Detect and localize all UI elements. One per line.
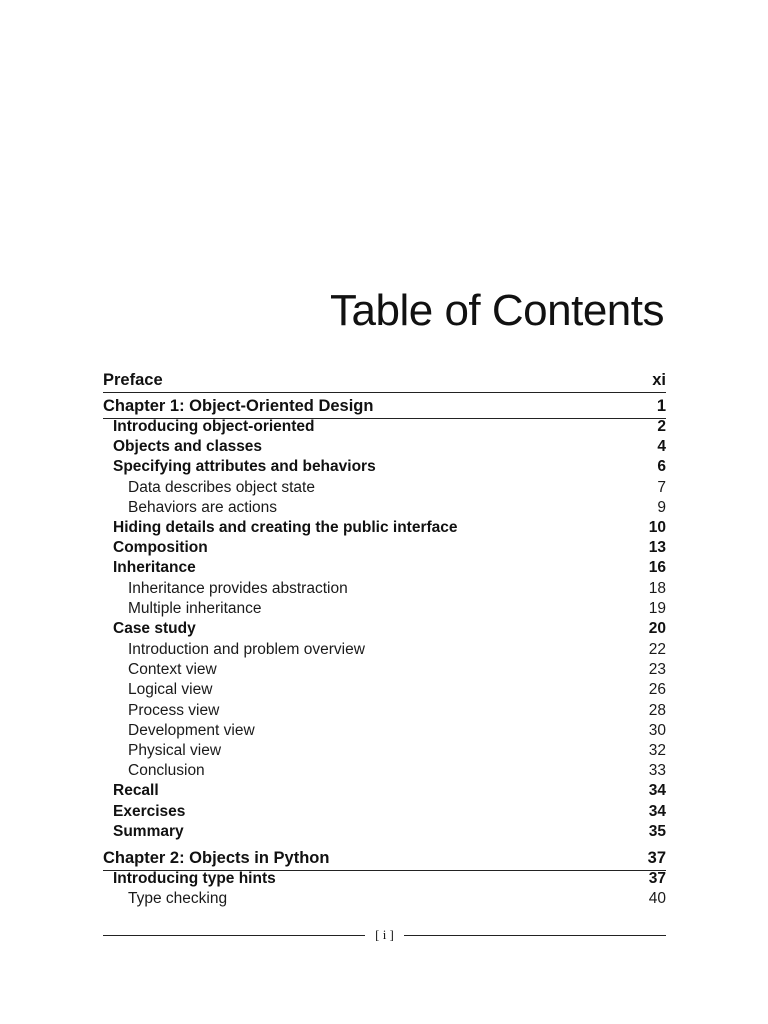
toc-entry-page: 37: [647, 849, 666, 867]
toc-entry-page: 33: [648, 762, 666, 779]
toc-entry-page: 9: [657, 499, 666, 516]
toc-entry-page: 23: [648, 661, 666, 678]
toc-entry-label: Conclusion: [128, 762, 205, 779]
footer-rule-right: [404, 935, 666, 936]
toc-entry-label: Multiple inheritance: [128, 600, 262, 617]
toc-section-entry[interactable]: [103, 822, 666, 842]
toc-entry-label: Context view: [128, 661, 217, 678]
toc-entry-label: Introducing type hints: [113, 870, 276, 887]
footer-page-number: [ i ]: [375, 927, 394, 942]
toc-section-entry[interactable]: [103, 558, 666, 578]
toc-entry-label: Chapter 2: Objects in Python: [103, 849, 330, 867]
toc-entry-page: 30: [648, 722, 666, 739]
toc-entry-page: 40: [648, 890, 666, 907]
toc-entry-page: 20: [648, 620, 666, 637]
toc-entry-label: Inheritance provides abstraction: [128, 580, 348, 597]
toc-entry-label: Inheritance: [113, 559, 196, 576]
toc-entry-page: 32: [648, 742, 666, 759]
toc-entry-label: Development view: [128, 722, 255, 739]
toc-chapter-entry[interactable]: [103, 846, 666, 871]
toc-subsection-entry[interactable]: [103, 640, 666, 660]
toc-entry-label: Recall: [113, 782, 159, 799]
toc-section-entry[interactable]: [103, 869, 666, 889]
toc-subsection-entry[interactable]: [103, 478, 666, 498]
toc-subsection-entry[interactable]: [103, 889, 666, 909]
toc-entry-label: Introduction and problem overview: [128, 641, 365, 658]
toc-subsection-entry[interactable]: [103, 741, 666, 761]
toc-subsection-entry[interactable]: [103, 579, 666, 599]
toc-entry-page: 10: [648, 519, 666, 536]
toc-subsection-entry[interactable]: [103, 701, 666, 721]
toc-entry-page: 19: [648, 600, 666, 617]
toc-entry-page: 34: [648, 803, 666, 820]
toc-section-entry[interactable]: [103, 802, 666, 822]
toc-section-entry[interactable]: [103, 518, 666, 538]
toc-entry-label: Exercises: [113, 803, 186, 820]
toc-entry-page: 34: [648, 782, 666, 799]
footer-rule-left: [103, 935, 365, 936]
toc-entry-label: Introducing object-oriented: [113, 418, 315, 435]
toc-subsection-entry[interactable]: [103, 498, 666, 518]
toc-section-entry[interactable]: [103, 538, 666, 558]
toc-entry-label: Summary: [113, 823, 184, 840]
toc-entry-label: Data describes object state: [128, 479, 315, 496]
toc-section-entry[interactable]: [103, 619, 666, 639]
toc-entry-page: 22: [648, 641, 666, 658]
toc-entry-label: Process view: [128, 702, 220, 719]
toc-entry-label: Physical view: [128, 742, 222, 759]
toc-chapter-entry[interactable]: [103, 368, 666, 393]
toc-subsection-entry[interactable]: [103, 721, 666, 741]
toc-subsection-entry[interactable]: [103, 599, 666, 619]
toc-entry-page: 2: [657, 418, 666, 435]
toc-section-entry[interactable]: [103, 437, 666, 457]
toc-entry-label: Specifying attributes and behaviors: [113, 458, 376, 475]
toc-entry-label: Composition: [113, 539, 208, 556]
toc-entry-page: 7: [657, 479, 666, 496]
toc-subsection-entry[interactable]: [103, 660, 666, 680]
toc-subsection-entry[interactable]: [103, 680, 666, 700]
toc-entry-page: 1: [656, 397, 666, 415]
toc-entry-label: Chapter 1: Object-Oriented Design: [103, 397, 374, 415]
toc-entry-page: 13: [648, 539, 666, 556]
toc-entry-page: xi: [652, 371, 666, 389]
toc-chapter-entry[interactable]: [103, 394, 666, 419]
page-title: Table of Contents: [330, 286, 664, 335]
toc-entry-label: Hiding details and creating the public interface: [113, 519, 458, 536]
toc-entry-page: 18: [648, 580, 666, 597]
toc-section-entry[interactable]: [103, 781, 666, 801]
toc-entry-page: 28: [648, 702, 666, 719]
toc-entry-page: 6: [657, 458, 666, 475]
toc-entry-page: 35: [648, 823, 666, 840]
toc-section-entry[interactable]: [103, 457, 666, 477]
toc-entry-page: 4: [657, 438, 666, 455]
toc-subsection-entry[interactable]: [103, 761, 666, 781]
toc-entry-label: Logical view: [128, 681, 213, 698]
toc-entry-page: 37: [648, 870, 666, 887]
page-footer: [103, 925, 666, 945]
toc-entry-label: Objects and classes: [113, 438, 263, 455]
toc-entry-page: 26: [648, 681, 666, 698]
toc-section-entry[interactable]: [103, 417, 666, 437]
toc-entry-label: Preface: [103, 371, 163, 389]
toc-entry-label: Behaviors are actions: [128, 499, 278, 516]
toc-entry-page: 16: [648, 559, 666, 576]
toc-entry-label: Type checking: [128, 890, 228, 907]
toc-entry-label: Case study: [113, 620, 196, 637]
